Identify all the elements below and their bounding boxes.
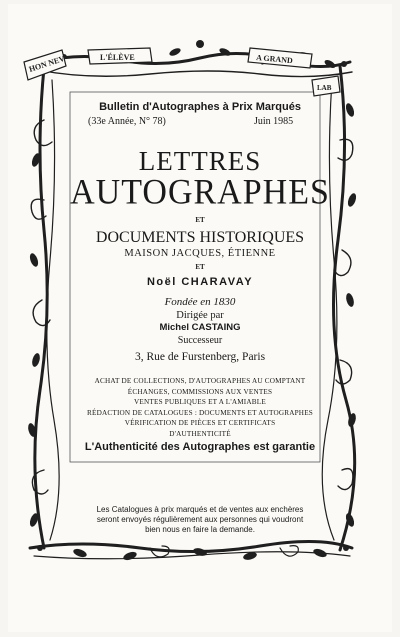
title-et-second: ET — [195, 263, 205, 271]
title-documents-historiques: DOCUMENTS HISTORIQUES — [95, 229, 305, 246]
title-autographes: AUTOGRAPHES — [70, 173, 330, 212]
issue-number: (33e Année, N° 78) — [88, 116, 166, 127]
service-item: RÉDACTION DE CATALOGUES : DOCUMENTS ET AUTOGRAPHES — [87, 408, 313, 417]
noel-charavay: Noël CHARAVAY — [146, 276, 254, 288]
service-item: VENTES PUBLIQUES ET A L'AMIABLE — [134, 398, 266, 406]
address-line: 3, Rue de Furstenberg, Paris — [134, 351, 266, 363]
title-et: ET — [195, 216, 205, 224]
service-item: ACHAT DE COLLECTIONS, D'AUTOGRAPHES AU COMPTANT — [94, 377, 306, 385]
maison-line: MAISON JACQUES, ÉTIENNE — [124, 248, 276, 259]
founded-line: Fondée en 1830 — [164, 296, 236, 308]
footer-line: seront envoyés régulièrement aux personnes qui voudront — [96, 515, 304, 524]
footer-line: bien nous en faire la demande. — [145, 525, 255, 534]
banner-lab-text: LAB — [317, 84, 332, 92]
banner-center-text: L'ÉLÈVE — [100, 53, 135, 62]
service-item: ÉCHANGES, COMMISSIONS AUX VENTES — [127, 387, 273, 396]
banner-left-text: HON NEV — [27, 53, 66, 74]
service-item: D'AUTHENTICITÉ — [169, 429, 231, 438]
bulletin-title: Bulletin d'Autographes à Prix Marqués — [99, 101, 301, 113]
banner-right-text: A GRAND — [255, 53, 294, 66]
footer-line: Les Catalogues à prix marqués et de ventes aux enchères — [96, 505, 304, 514]
issue-date: Juin 1985 — [254, 116, 294, 127]
footer-note — [60, 505, 340, 535]
title-lettres: LETTRES — [138, 146, 262, 176]
service-item: VÉRIFICATION DE PIÈCES ET CERTIFICATS — [124, 419, 276, 427]
authenticity-statement: L'Authenticité des Autographes est garantie — [84, 441, 316, 453]
successor-line: Successeur — [177, 335, 223, 346]
director-name: Michel CASTAING — [159, 322, 241, 333]
services-list — [0, 376, 400, 439]
directed-by-line: Dirigée par — [176, 310, 224, 321]
